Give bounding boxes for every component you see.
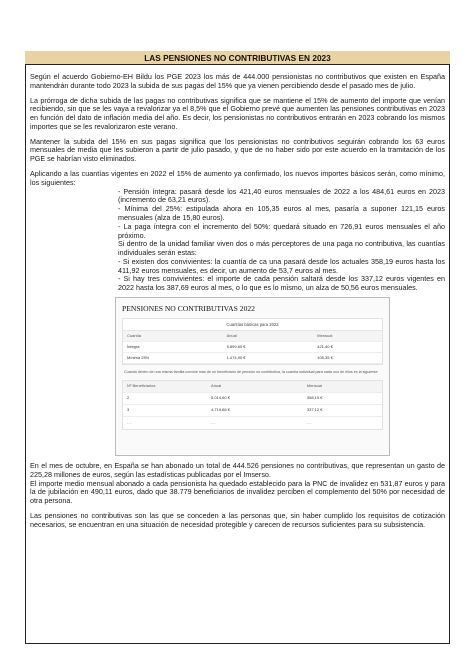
paragraph-2: La prórroga de dicha subida de las pagas no contributivas significa que se mantiene el 15% de aumento del importe que venían recibiendo, sin que se les vaya a revalorizar ya el 8,5% que el Gobierno prevé que aumenten las pensiones contributivas en 2023 en función del dato de inflación media del año. Es decir, los pensionistas no contributivos entrarán en 2023 cobrando los mismos importes que se les revalorizaron este verano. xyxy=(30,95,445,131)
table-row xyxy=(123,393,382,405)
table-cell: 2 xyxy=(127,395,130,401)
table-cell: 358,19 € xyxy=(306,395,323,401)
table-cell: 1.474,90 € xyxy=(226,354,246,360)
table-cell: 337,12 € xyxy=(306,407,323,413)
table-card xyxy=(122,318,383,365)
table-header-cell: Mensual xyxy=(306,383,322,389)
table-row xyxy=(123,405,382,417)
pensiones-table-image xyxy=(115,297,390,456)
table-row xyxy=(123,342,382,353)
table-header-cell: Mensual xyxy=(317,332,333,338)
table-card-heading: Cuantías básicas para 2022 xyxy=(123,319,382,331)
table-cell: Íntegra xyxy=(127,343,140,349)
table-row xyxy=(123,417,382,429)
bullet-minima-25: - Mínima del 25%: estipulada ahora en 105,35 euros al mes, pasaría a suponer 121,15 euros mensuales (alza de 15,80 euros). xyxy=(118,204,445,222)
document-body xyxy=(30,73,445,535)
table-note: Cuando dentro de una misma familia convive más de un beneficiario de pensión no contributiva, la cuantía individual para cada uno de ellos es la siguiente: xyxy=(124,370,379,375)
table-row xyxy=(123,353,382,364)
table-title: PENSIONES NO CONTRIBUTIVAS 2022 xyxy=(122,303,255,313)
document-title: LAS PENSIONES NO CONTRIBUTIVAS EN 2023 xyxy=(25,51,450,65)
paragraph-1: Según el acuerdo Gobierno-EH Bildu los PGE 2023 los más de 444.000 pensionistas no contributivos que existen en España mantendrán durante todo 2023 la subida de sus pagas del 15% que ya vienen percibiendo desde el pasado mes de julio. xyxy=(30,72,445,90)
table-cell: 5.899,60 € xyxy=(226,343,246,349)
paragraph-6: El importe medio mensual abonado a cada pensionista ha quedado establecido para la PNC de invalidez en 531,87 euros y para la de jubilación en 490,11 euros, dado que 38.779 beneficiarios de invalidez perciben el complemento del 50% por necesidad de otra persona. xyxy=(30,478,445,506)
bullet-dos-convivientes: - Si existen dos convivientes: la cuantía de ca una pasará desde los actuales 358,19 euros hasta los 411,92 euros mensuales, es decir, un aumento de 53,7 euros al mes. xyxy=(118,256,445,275)
table-header-row xyxy=(123,381,382,393)
table-header-cell: Anual xyxy=(226,332,237,338)
table-cell: 105,35 € xyxy=(317,354,333,360)
table-header-row xyxy=(123,331,382,342)
bullet-unidad-familiar: Si dentro de la unidad familiar viven dos o más perceptores de una paga no contributiva, las cuantías individuales serán estas: xyxy=(118,239,445,258)
table-header-cell: Nº Beneficiarios xyxy=(127,383,156,389)
paragraph-5: En el mes de octubre, en España se han abonado un total de 444.526 pensiones no contributivas, que representan un gasto de 225,28 millones de euros, según las estadísticas publicadas por el Imserso. xyxy=(30,460,445,479)
table-cell: 4.719,68 € xyxy=(211,407,230,413)
table-header-cell: Anual xyxy=(211,383,222,389)
paragraph-4: Aplicando a las cuantías vigentes en 2022 el 15% de aumento ya confirmado, los nuevos importes básicos serán, como mínimo, los siguientes: xyxy=(30,169,445,187)
paragraph-7: Las pensiones no contributivas son las que se conceden a las personas que, sin haber cumplido los requisitos de cotización necesarios, se encuentran en una situación de necesidad protegible y carecen de recursos suficientes para su subsistencia. xyxy=(30,510,445,529)
table-cell: … xyxy=(211,419,216,425)
paragraph-3: Mantener la subida del 15% en sus pagas significa que los pensionistas no contributivos seguirán cobrando los 63 euros mensuales de media que les subieron a partir de julio pasado, y que de no haber sido por este acuerdo en la tramitación de los PGE se habrían visto eliminados. xyxy=(30,136,445,164)
table-cell: 5.014,60 € xyxy=(211,395,230,401)
bullet-tres-convivientes: - Si hay tres convivientes: el importe de cada pensión saltará desde los 337,12 euros vigentes en 2022 hasta los 387,69 euros al mes, o lo que es lo mismo, un alza de 50,56 euros mensuales. xyxy=(118,274,445,293)
table-cell: 3 xyxy=(127,407,130,413)
table-cell: Mínima 25% xyxy=(127,354,150,360)
bullet-incremento-50: - La paga íntegra con el incremento del 50%: quedará situado en 726,91 euros mensuales el año próximo. xyxy=(118,221,445,240)
table-cell: … xyxy=(306,419,311,425)
table-cell: … xyxy=(127,419,131,425)
table-card-beneficiarios xyxy=(122,380,383,430)
table-cell: 421,40 € xyxy=(317,343,333,349)
bullet-pension-integra: - Pensión íntegra: pasará desde los 421,40 euros mensuales de 2022 a los 484,61 euros en 2023 (incremento de 63,21 euros). xyxy=(118,186,445,205)
table-header-cell: Cuantía xyxy=(127,332,142,338)
